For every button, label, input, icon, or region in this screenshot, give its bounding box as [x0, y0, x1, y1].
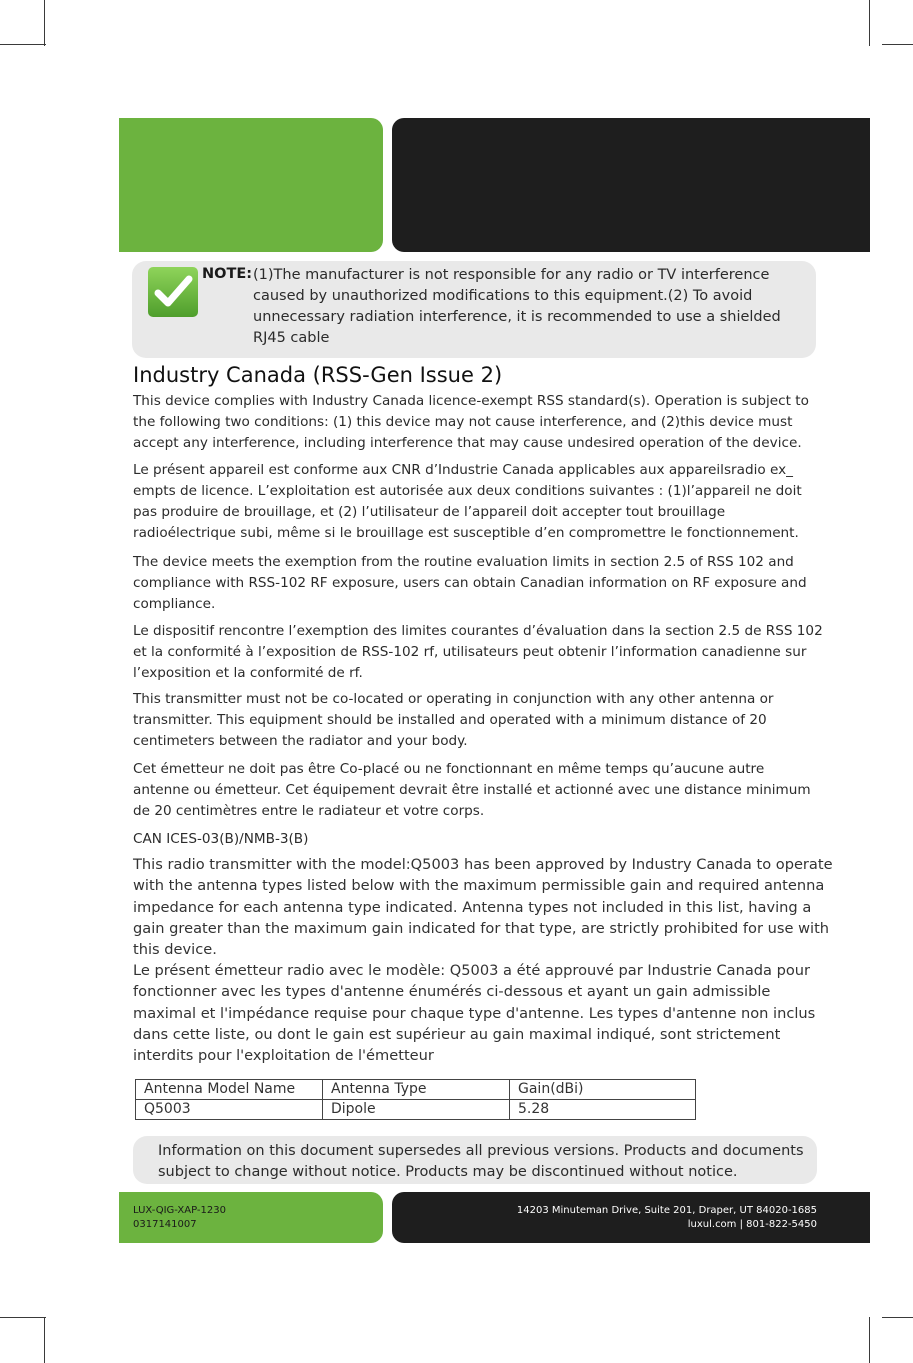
- company-contact: luxul.com | 801-822-5450: [687, 1219, 817, 1230]
- note-line: (1)The manufacturer is not responsible for any radio or TV interference: [253, 267, 770, 283]
- header-green-bar: [119, 118, 383, 252]
- crop-mark: [869, 0, 870, 46]
- document-number: 0317141007: [133, 1219, 197, 1230]
- crop-mark: [44, 0, 45, 46]
- section-heading: Industry Canada (RSS-Gen Issue 2): [133, 363, 503, 387]
- table-cell: Dipole: [323, 1100, 510, 1120]
- table-header-cell: Gain(dBi): [510, 1080, 696, 1100]
- table-header-cell: Antenna Type: [323, 1080, 510, 1100]
- document-code: LUX-QIG-XAP-1230: [133, 1205, 226, 1216]
- note-line: RJ45 cable: [253, 330, 330, 346]
- paragraph: Le présent appareil est conforme aux CNR d’Industrie Canada applicables aux appareilsradio ex_ empts de licence. L’exploitation est autorisée aux deux conditions suivantes : (1)l’appareil ne doit pas produire de brouillage, et (2) l’utilisateur de l’appareil doit accepter tout brouillage radioélectrique subi, même si le brouillage est susceptible d’en compromettre le fonctionnement.: [133, 462, 802, 541]
- paragraph: This radio transmitter with the model:Q5003 has been approved by Industry Canada to operate with the antenna types listed below with the maximum permissible gain and required antenna impedance for each antenna type indicated. Antenna types not included in this list, having a gain greater than the maximum gain indicated for that type, are strictly prohibited for use with this device.: [133, 856, 833, 959]
- footer-green-bar: [119, 1192, 383, 1243]
- crop-mark: [882, 44, 913, 45]
- antenna-table: [135, 1079, 696, 1120]
- paragraph: This transmitter must not be co-located or operating in conjunction with any other antenna or transmitter. This equipment should be installed and operated with a minimum distance of 20 centimeters between the radiator and your body.: [133, 691, 774, 749]
- crop-mark: [0, 44, 46, 45]
- crop-mark: [0, 1317, 46, 1318]
- company-address: 14203 Minuteman Drive, Suite 201, Draper, UT 84020-1685: [516, 1205, 817, 1216]
- footer-dark-bar: [392, 1192, 870, 1243]
- note-line: unnecessary radiation interference, it is recommended to use a shielded: [253, 309, 781, 325]
- crop-mark: [44, 1317, 45, 1363]
- table-cell: 5.28: [510, 1100, 696, 1120]
- note-text: [253, 265, 798, 349]
- checkmark-icon: [148, 267, 198, 317]
- paragraph: The device meets the exemption from the routine evaluation limits in section 2.5 of RSS 102 and compliance with RSS-102 RF exposure, users can obtain Canadian information on RF exposure and compliance.: [133, 554, 807, 612]
- table-header-cell: Antenna Model Name: [136, 1080, 323, 1100]
- note-line: caused by unauthorized modifications to this equipment.(2) To avoid: [253, 288, 753, 304]
- table-cell: Q5003: [136, 1100, 323, 1120]
- note-label: NOTE:: [202, 266, 253, 282]
- info-text: Information on this document supersedes all previous versions. Products and documents subject to change without notice. Products may be discontinued without notice.: [158, 1143, 804, 1180]
- paragraph: Le dispositif rencontre l’exemption des limites courantes d’évaluation dans la section 2.5 de RSS 102 et la conformité à l’exposition de RSS-102 rf, utilisateurs peut obtenir l’information canadienne sur l’exposition et la conformité de rf.: [133, 623, 823, 681]
- crop-mark: [882, 1317, 913, 1318]
- table-header-row: [136, 1080, 696, 1100]
- crop-mark: [869, 1317, 870, 1363]
- paragraph: Le présent émetteur radio avec le modèle: Q5003 a été approuvé par Industrie Canada pour fonctionner avec les types d'antenne énumérés ci-dessous et ayant un gain admissible maximal et l'impédance requise pour chaque type d'antenne. Les types d'antenne non inclus dans cette liste, ou dont le gain est supérieur au gain maximal indiqué, sont strictement interdits pour l'exploitation de l'émetteur: [133, 962, 816, 1065]
- paragraph: CAN ICES-03(B)/NMB-3(B): [133, 831, 309, 847]
- paragraph: Cet émetteur ne doit pas être Co-placé ou ne fonctionnant en même temps qu’aucune autre antenne ou émetteur. Cet équipement devrait être installé et actionné avec une distance minimum de 20 centimètres entre le radiateur et votre corps.: [133, 761, 811, 819]
- paragraph: This device complies with Industry Canada licence-exempt RSS standard(s). Operation is subject to the following two conditions: (1) this device may not cause interference, and (2)this device must accept any interference, including interference that may cause undesired operation of the device.: [133, 393, 809, 451]
- header-dark-bar: [392, 118, 870, 252]
- table-row: [136, 1100, 696, 1120]
